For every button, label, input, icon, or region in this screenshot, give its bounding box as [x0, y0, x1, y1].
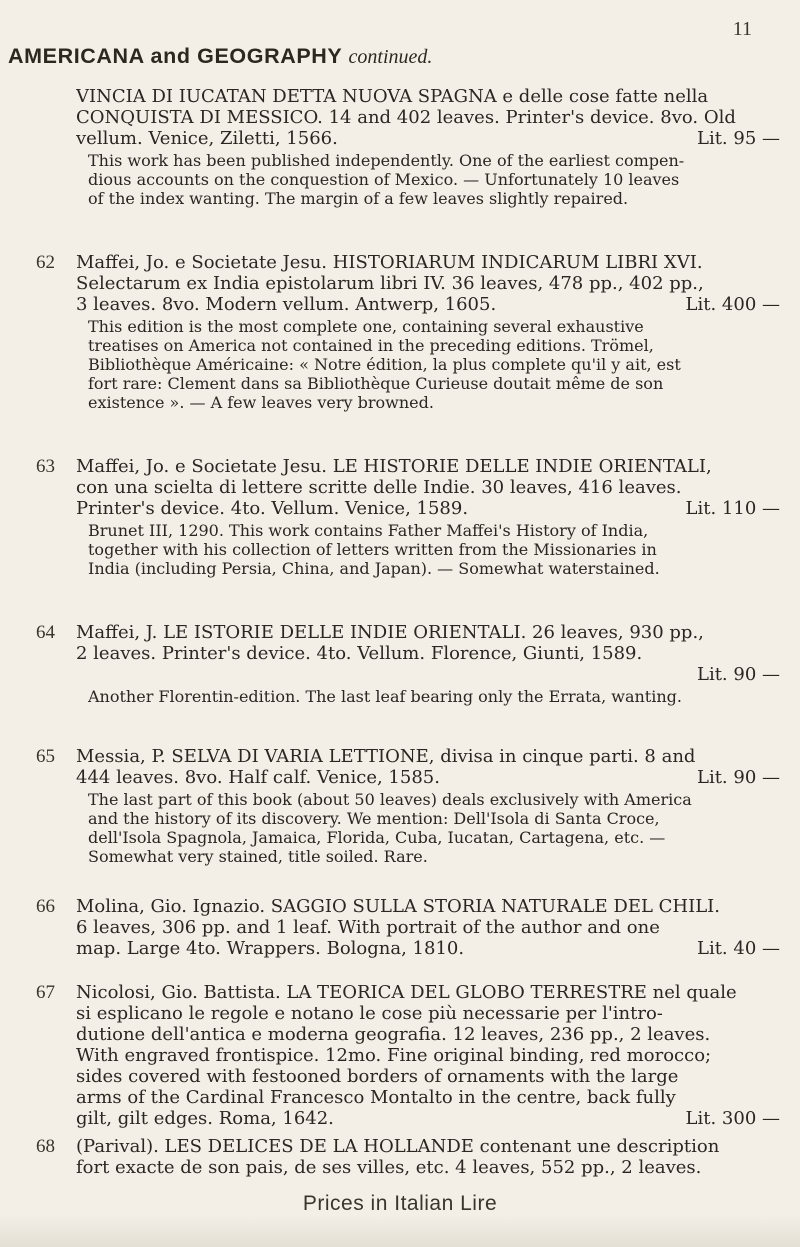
- note-line: treatises on America not contained in the preceding editions. Trömel,: [88, 336, 654, 355]
- entry-price: Lit. 40 —: [696, 938, 780, 959]
- entry-line-text: gilt, gilt edges. Roma, 1642.: [76, 1108, 334, 1129]
- entry-number: 64: [36, 622, 55, 643]
- entry-price: Lit. 90 —: [696, 664, 780, 685]
- paper-stain: [0, 1215, 800, 1247]
- note-line: Bibliothèque Américaine: « Notre édition, la plus complete qu'il y ait, est: [88, 355, 681, 374]
- entry-price: Lit. 95 —: [696, 128, 780, 149]
- entry-number: 63: [36, 456, 55, 477]
- entry-line-text: Printer's device. 4to. Vellum. Venice, 1589.: [76, 498, 469, 519]
- page-number: 11: [732, 18, 752, 40]
- entry-line-text: map. Large 4to. Wrappers. Bologna, 1810.: [76, 938, 465, 959]
- entry-note: [76, 687, 780, 706]
- entry-body: [76, 86, 780, 208]
- entry-number: 66: [36, 896, 55, 917]
- entry-line: sides covered with festooned borders of ornaments with the large: [76, 1066, 679, 1087]
- entry-line: [76, 767, 780, 788]
- note-line: Brunet III, 1290. This work contains Father Maffei's History of India,: [88, 521, 649, 540]
- entry-body: [76, 746, 780, 866]
- entry-number: 65: [36, 746, 55, 767]
- entry-line: Molina, Gio. Ignazio. SAGGIO SULLA STORIA NATURALE DEL CHILI.: [76, 896, 721, 917]
- entry-body: [76, 982, 780, 1129]
- entry-line: Selectarum ex India epistolarum libri IV. 36 leaves, 478 pp., 402 pp.,: [76, 273, 704, 294]
- entry-note: [76, 521, 780, 578]
- entry-price: Lit. 300 —: [685, 1108, 780, 1129]
- entry-note: [76, 151, 780, 208]
- entry-line: arms of the Cardinal Francesco Montalto in the centre, back fully: [76, 1087, 676, 1108]
- entry-line: (Parival). LES DELICES DE LA HOLLANDE contenant une description: [76, 1136, 720, 1157]
- entry-body: [76, 456, 780, 578]
- running-head: [8, 44, 788, 69]
- note-line: together with his collection of letters written from the Missionaries in: [88, 540, 657, 559]
- entry-line: dutione dell'antica e moderna geografia. 12 leaves, 236 pp., 2 leaves.: [76, 1024, 711, 1045]
- note-line: fort rare: Clement dans sa Bibliothèque Curieuse doutait même de son: [88, 374, 664, 393]
- note-line: Another Florentin-edition. The last leaf bearing only the Errata, wanting.: [88, 687, 682, 706]
- entry-line: [76, 294, 780, 315]
- entry-line: [76, 128, 780, 149]
- note-line: India (including Persia, China, and Japan). — Somewhat waterstained.: [88, 559, 660, 578]
- note-line: existence ». — A few leaves very browned.: [88, 393, 434, 412]
- entry-line: Maffei, J. LE ISTORIE DELLE INDIE ORIENTALI. 26 leaves, 930 pp.,: [76, 622, 704, 643]
- note-line: dious accounts on the conquestion of Mexico. — Unfortunately 10 leaves: [88, 170, 680, 189]
- entry-body: [76, 896, 780, 959]
- entry-price: Lit. 110 —: [685, 498, 780, 519]
- entry-number: 68: [36, 1136, 55, 1157]
- entry-line: si esplicano le regole e notano le cose più necessarie per l'intro-: [76, 1003, 663, 1024]
- entry-line: VINCIA DI IUCATAN DETTA NUOVA SPAGNA e delle cose fatte nella: [76, 86, 709, 107]
- entry-line: [76, 498, 780, 519]
- entry-body: [76, 622, 780, 706]
- entry-number: 62: [36, 252, 55, 273]
- entry-line: Maffei, Jo. e Societate Jesu. LE HISTORIE DELLE INDIE ORIENTALI,: [76, 456, 712, 477]
- entry-line: fort exacte de son pais, de ses villes, etc. 4 leaves, 552 pp., 2 leaves.: [76, 1157, 702, 1178]
- entry-price: Lit. 90 —: [696, 767, 780, 788]
- entry-number: 67: [36, 982, 55, 1003]
- note-line: dell'Isola Spagnola, Jamaica, Florida, Cuba, Iucatan, Cartagena, etc. —: [88, 828, 666, 847]
- note-line: This work has been published independently. One of the earliest compen-: [88, 151, 685, 170]
- entry-line-text: 3 leaves. 8vo. Modern vellum. Antwerp, 1605.: [76, 294, 497, 315]
- entry-line-text: 444 leaves. 8vo. Half calf. Venice, 1585.: [76, 767, 440, 788]
- section-continued: continued.: [348, 46, 433, 68]
- page-footer: Prices in Italian Lire: [302, 1192, 498, 1215]
- entry-line: [76, 938, 780, 959]
- entry-price: Lit. 400 —: [685, 294, 780, 315]
- entry-line: Messia, P. SELVA DI VARIA LETTIONE, divisa in cinque parti. 8 and: [76, 746, 696, 767]
- entry-note: [76, 317, 780, 412]
- entry-body: [76, 1136, 780, 1178]
- note-line: of the index wanting. The margin of a few leaves slightly repaired.: [88, 189, 629, 208]
- entry-line: [76, 664, 780, 685]
- entry-line: Maffei, Jo. e Societate Jesu. HISTORIARUM INDICARUM LIBRI XVI.: [76, 252, 703, 273]
- note-line: The last part of this book (about 50 leaves) deals exclusively with America: [88, 790, 692, 809]
- entry-line: con una scielta di lettere scritte delle Indie. 30 leaves, 416 leaves.: [76, 477, 682, 498]
- entry-line: With engraved frontispice. 12mo. Fine original binding, red morocco;: [76, 1045, 712, 1066]
- entry-note: [76, 790, 780, 866]
- note-line: Somewhat very stained, title soiled. Rare.: [88, 847, 428, 866]
- entry-line: Nicolosi, Gio. Battista. LA TEORICA DEL GLOBO TERRESTRE nel quale: [76, 982, 737, 1003]
- entry-body: [76, 252, 780, 412]
- section-title: AMERICANA and GEOGRAPHY: [8, 44, 342, 68]
- entry-line: 6 leaves, 306 pp. and 1 leaf. With portrait of the author and one: [76, 917, 660, 938]
- note-line: This edition is the most complete one, containing several exhaustive: [88, 317, 644, 336]
- entry-line: 2 leaves. Printer's device. 4to. Vellum. Florence, Giunti, 1589.: [76, 643, 643, 664]
- entry-line-text: vellum. Venice, Ziletti, 1566.: [76, 128, 338, 149]
- entry-line: CONQUISTA DI MESSICO. 14 and 402 leaves. Printer's device. 8vo. Old: [76, 107, 736, 128]
- entry-line: [76, 1108, 780, 1129]
- note-line: and the history of its discovery. We mention: Dell'Isola di Santa Croce,: [88, 809, 660, 828]
